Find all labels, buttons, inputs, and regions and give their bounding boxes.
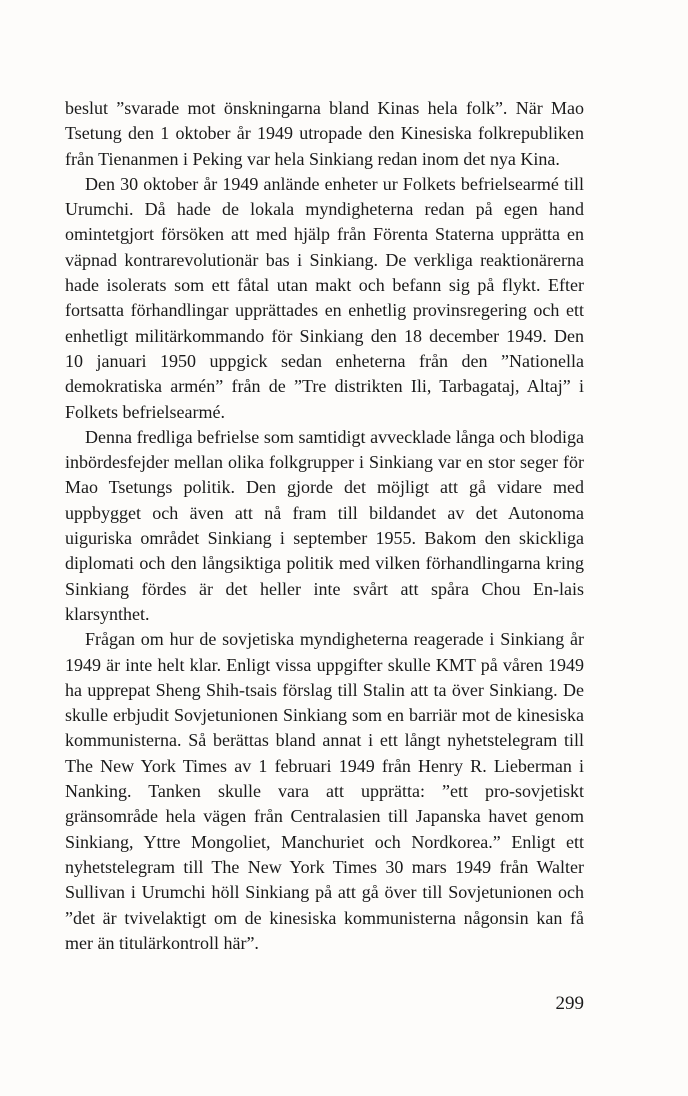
paragraph-4: Frågan om hur de sovjetiska myndigheterna reagerade i Sinkiang år 1949 är inte helt klar. Enligt vissa uppgifter skulle KMT på våren 1949 ha upprepat Sheng Shih-tsais förslag till Stalin att ta över Sinkiang. De skulle erbjudit Sovjetunionen Sinkiang som en barriär mot de kinesiska kommunisterna. Så berättas bland annat i ett långt nyhetstelegram till The New York Times av 1 februari 1949 från Henry R. Lieberman i Nanking. Tanken skulle vara att upprätta: ”ett pro-sovjetiskt gränsområde hela vägen från Centralasien till Japanska havet genom Sinkiang, Yttre Mongoliet, Manchuriet och Nordkorea.” Enligt ett nyhetstelegram till The New York Times 30 mars 1949 från Walter Sullivan i Urumchi höll Sinkiang på att gå över till Sovjetunionen och ”det är tvivelaktigt om de kinesiska kommunisterna någonsin kan få mer än titulärkontroll här”. bbox=[65, 629, 584, 953]
body-text bbox=[65, 96, 584, 956]
page-number: 299 bbox=[555, 993, 584, 1014]
paragraph-1: beslut ”svarade mot önskningarna bland Kinas hela folk”. När Mao Tsetung den 1 oktober år 1949 utropade den Kinesiska folkrepubliken från Tienanmen i Peking var hela Sinkiang redan inom det nya Kina. bbox=[65, 98, 584, 169]
paragraph-2: Den 30 oktober år 1949 anlände enheter ur Folkets befrielsearmé till Urumchi. Då hade de lokala myndigheterna redan på egen hand omintetgjort försöken att med hjälp från Förenta Staterna upprätta en väpnad kontrarevolutionär bas i Sinkiang. De verkliga reaktionärerna hade isolerats som ett fåtal utan makt och befann sig på flykt. Efter fortsatta förhandlingar upprättades en enhetlig provinsregering och ett enhetligt militärkommando för Sinkiang den 18 december 1949. Den 10 januari 1950 uppgick sedan enheterna från den ”Nationella demokratiska armén” från de ”Tre distrikten Ili, Tarbagataj, Altaj” i Folkets befrielsearmé. bbox=[65, 173, 584, 422]
paragraph-3: Denna fredliga befrielse som samtidigt avvecklade långa och blodiga inbördesfejder mellan olika folkgrupper i Sinkiang var en stor seger för Mao Tsetungs politik. Den gjorde det möjligt att gå vidare med uppbygget och även att nå fram till bildandet av det Autonoma uiguriska området Sinkiang i september 1955. Bakom den skickliga diplomati och den långsiktiga politik med vilken förhandlingarna kring Sinkiang fördes är det heller inte svårt att spåra Chou En-lais klarsynthet. bbox=[65, 426, 584, 624]
